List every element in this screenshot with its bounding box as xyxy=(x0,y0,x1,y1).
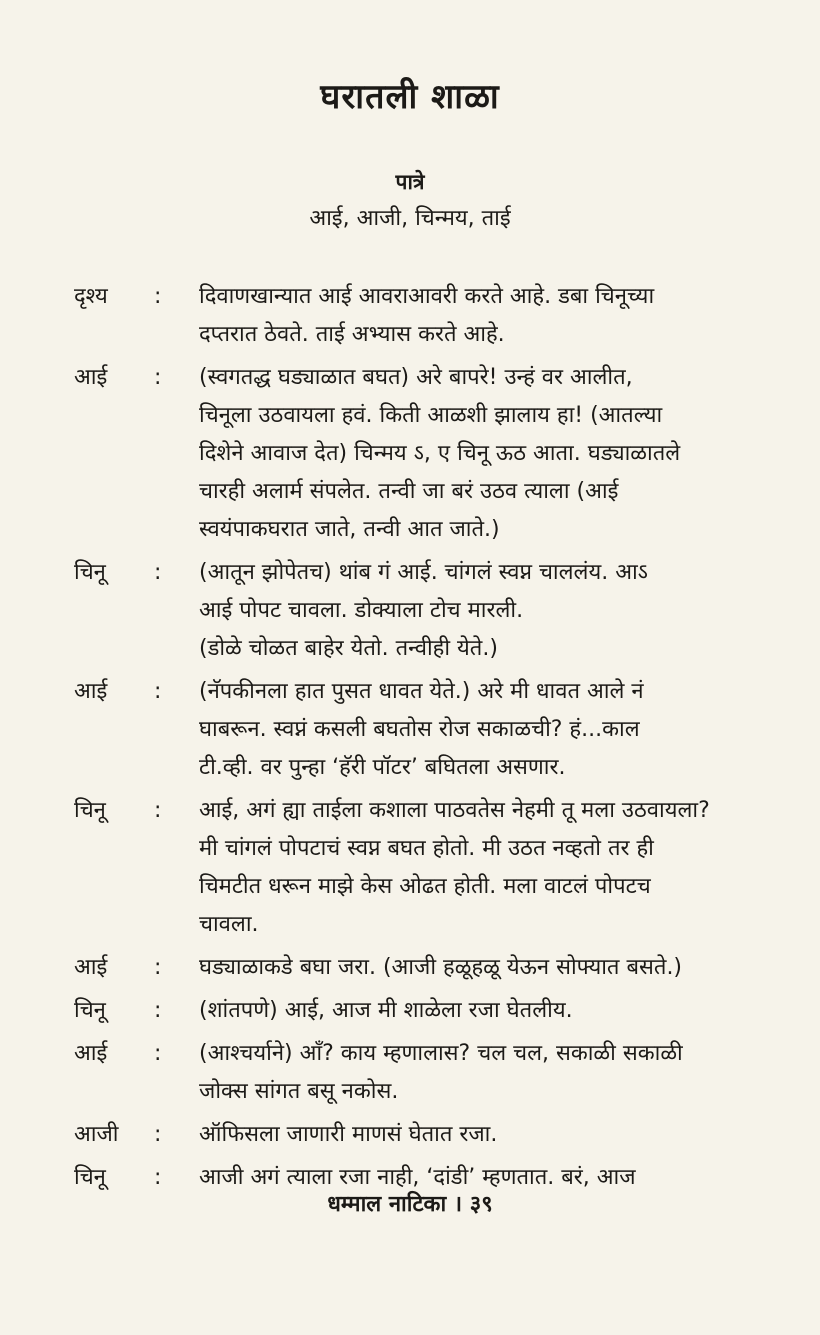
speaker-name: चिनू xyxy=(74,560,106,585)
speech-line: (नॅपकीनला हात पुसत धावत येते.) अरे मी धावत आले नं xyxy=(199,679,644,704)
speaker-separator: : xyxy=(154,1165,162,1190)
speech-line: ऑफिसला जाणारी माणसं घेतात रजा. xyxy=(199,1122,498,1147)
speech-line: आजी अगं त्याला रजा नाही, ‘दांडी’ म्हणतात. बरं, आज xyxy=(199,1165,636,1190)
speech-line: दिशेने आवाज देत) चिन्मय ऽ, ए चिनू ऊठ आता. घड्याळातले xyxy=(199,441,681,466)
dialogue-row xyxy=(74,949,774,987)
speech-line: घाबरून. स्वप्नं कसली बघतोस रोज सकाळची? हं...काल xyxy=(199,717,640,742)
speech-line: आई, अगं ह्या ताईला कशाला पाठवतेस नेहमी तू मला उठवायला? xyxy=(199,798,710,823)
speech-line: दप्तरात ठेवते. ताई अभ्यास करते आहे. xyxy=(199,322,505,347)
dialogue-row xyxy=(74,1116,774,1154)
speech-line: टी.व्ही. वर पुन्हा ‘हॅरी पॉटर’ बघितला असणार. xyxy=(199,755,566,780)
speaker-separator: : xyxy=(154,365,162,390)
speaker-name: चिनू xyxy=(74,998,106,1023)
speech-line: दिवाणखान्यात आई आवराआवरी करते आहे. डबा चिनूच्या xyxy=(199,284,655,309)
page-title: घरातली शाळा xyxy=(320,77,500,117)
speech-text xyxy=(199,278,774,354)
speaker-separator: : xyxy=(154,1122,162,1147)
dialogue-row xyxy=(74,278,774,354)
speech-line: घड्याळाकडे बघा जरा. (आजी हळूहळू येऊन सोफ्यात बसते.) xyxy=(199,955,683,980)
speech-text xyxy=(199,949,774,987)
speech-text xyxy=(199,673,774,787)
speech-line: (आश्चर्याने) आँ? काय म्हणालास? चल चल, सकाळी सकाळी xyxy=(199,1041,683,1066)
speaker-separator: : xyxy=(154,679,162,704)
speaker-name: आई xyxy=(74,365,108,390)
speaker-name: चिनू xyxy=(74,798,106,823)
speaker-name: दृश्य xyxy=(74,284,108,309)
speech-text xyxy=(199,359,774,549)
dialogue-block xyxy=(74,278,774,1202)
speech-text xyxy=(199,1035,774,1111)
page-footer: धम्माल नाटिका । ३९ xyxy=(327,1192,493,1217)
speech-text xyxy=(199,792,774,944)
speaker-separator: : xyxy=(154,798,162,823)
dialogue-row xyxy=(74,359,774,549)
speech-line: जोक्स सांगत बसू नकोस. xyxy=(199,1079,399,1104)
characters-list: आई, आजी, चिन्मय, ताई xyxy=(309,206,511,231)
speech-line: आई पोपट चावला. डोक्याला टोच मारली. xyxy=(199,598,524,623)
speaker-name: आजी xyxy=(74,1122,119,1147)
speech-text xyxy=(199,554,774,668)
dialogue-row xyxy=(74,554,774,668)
speaker-separator: : xyxy=(154,998,162,1023)
speech-line: मी चांगलं पोपटाचं स्वप्न बघत होतो. मी उठत नव्हतो तर ही xyxy=(199,836,654,861)
speech-line: चावला. xyxy=(199,912,259,937)
speech-line: (डोळे चोळत बाहेर येतो. तन्वीही येते.) xyxy=(199,636,498,661)
dialogue-row xyxy=(74,1035,774,1111)
speech-line: चिमटीत धरून माझे केस ओढत होती. मला वाटलं पोपटच xyxy=(199,874,651,899)
speaker-separator: : xyxy=(154,955,162,980)
dialogue-row xyxy=(74,673,774,787)
speech-line: (स्वगतद्ध घड्याळात बघत) अरे बापरे! उन्हं वर आलीत, xyxy=(199,365,633,390)
dialogue-row xyxy=(74,792,774,944)
speaker-name: आई xyxy=(74,1041,108,1066)
speaker-name: आई xyxy=(74,955,108,980)
speech-text xyxy=(199,992,774,1030)
speech-line: स्वयंपाकघरात जाते, तन्वी आत जाते.) xyxy=(199,517,500,542)
dialogue-row xyxy=(74,992,774,1030)
speech-line: (आतून झोपेतच) थांब गं आई. चांगलं स्वप्न चाललंय. आऽ xyxy=(199,560,648,585)
characters-heading: पात्रे xyxy=(395,170,425,194)
speaker-separator: : xyxy=(154,284,162,309)
speaker-name: आई xyxy=(74,679,108,704)
speaker-separator: : xyxy=(154,560,162,585)
speech-line: चारही अलार्म संपलेत. तन्वी जा बरं उठव त्याला (आई xyxy=(199,479,619,504)
speech-line: (शांतपणे) आई, आज मी शाळेला रजा घेतलीय. xyxy=(199,998,573,1023)
speech-text xyxy=(199,1116,774,1154)
speaker-name: चिनू xyxy=(74,1165,106,1190)
speaker-separator: : xyxy=(154,1041,162,1066)
speech-line: चिनूला उठवायला हवं. किती आळशी झालाय हा! (आतल्या xyxy=(199,403,663,428)
